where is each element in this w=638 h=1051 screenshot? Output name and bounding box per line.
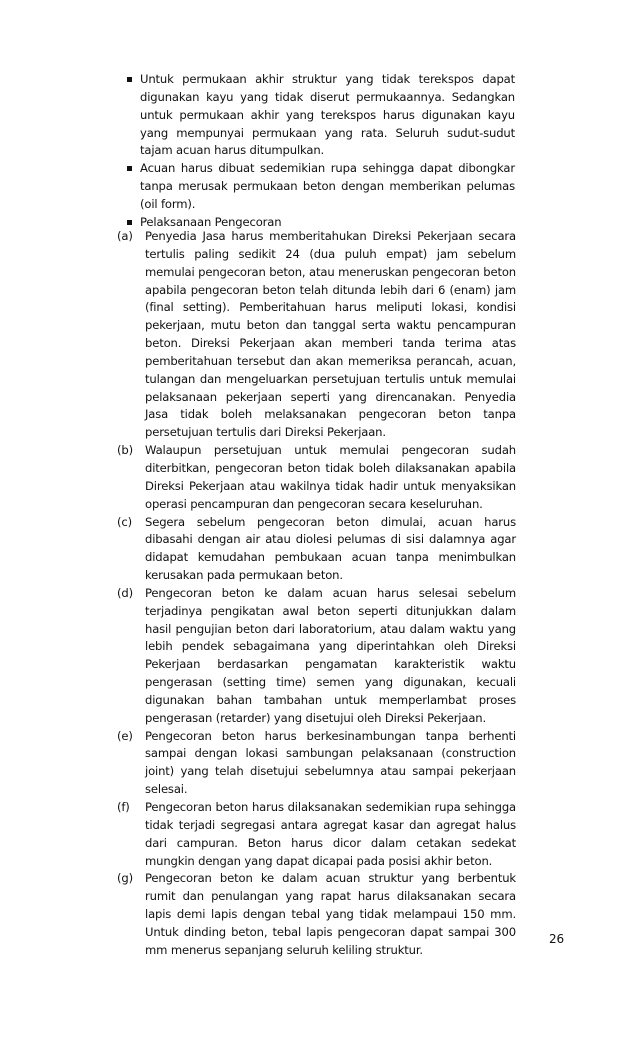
item-label: (b): [117, 443, 133, 458]
bullet-item: [127, 160, 515, 214]
item-text: Pengecoran beton ke dalam acuan struktur yang berbentuk rumit dan penulangan yang rapat harus dilaksanakan secara lapis demi lapis dengan tebal yang tidak melampaui 150 mm. Untuk dinding beton, tebal lapis pengecoran dapat sampai 300 mm menerus sepanjang seluruh keliling struktur.: [145, 871, 516, 957]
item-label: (e): [117, 728, 133, 743]
page-number: 26: [549, 932, 564, 946]
square-bullet-icon: [127, 220, 132, 225]
square-bullet-icon: [127, 77, 132, 82]
item-text: Pengecoran beton harus dilaksanakan sedemikian rupa sehingga tidak terjadi segregasi antara agregat kasar dan agregat halus dari campuran. Beton harus dicor dalam cetakan sedekat mungkin dengan yang dapat dicapai pada posisi akhir beton.: [145, 800, 516, 868]
list-item-g: [117, 870, 516, 959]
list-item-a: [117, 228, 516, 442]
bullet-list: [127, 71, 515, 232]
item-text: Segera sebelum pengecoran beton dimulai, acuan harus dibasahi dengan air atau diolesi pelumas di sisi dalamnya agar didapat kemudahan pembukaan acuan tanpa menimbulkan kerusakan pada permukaan beton.: [145, 514, 516, 583]
item-text: Penyedia Jasa harus memberitahukan Direksi Pekerjaan secara tertulis paling sedikit 24 (dua puluh empat) jam sebelum memulai pengecoran beton, atau meneruskan pengecoran beton apabila pengecoran beton telah ditunda lebih dari 6 (enam) jam (final setting). Pemberitahuan harus meliputi lokasi, kondisi pekerjaan, mutu beton dan tanggal serta waktu pencampuran beton. Direksi Pekerjaan akan memberi tanda terima atas pemberitahuan tersebut dan akan memeriksa perancah, acuan, tulangan dan mengeluarkan persetujuan tertulis untuk memulai pelaksanaan pekerjaan seperti yang direncanakan. Penyedia Jasa tidak boleh melaksanakan pengecoran beton tanpa persetujuan tertulis dari Direksi Pekerjaan.: [145, 229, 516, 440]
item-label: (f): [117, 800, 130, 814]
item-label: (d): [117, 585, 133, 600]
bullet-text: Pelaksanaan Pengecoran: [140, 214, 282, 229]
lettered-list: [117, 228, 516, 960]
item-text: Pengecoran beton harus berkesinambungan tanpa berhenti sampai dengan lokasi sambungan pelaksanaan (construction joint) yang telah disetujui sebelumnya atau sampai pekerjaan selesai.: [145, 728, 516, 797]
item-label: (a): [117, 229, 133, 243]
item-label: (c): [117, 514, 132, 529]
list-item-c: [117, 514, 516, 585]
item-label: (g): [117, 871, 133, 886]
list-item-f: [117, 799, 516, 870]
bullet-item: [127, 71, 515, 160]
bullet-text: Untuk permukaan akhir struktur yang tidak terekspos dapat digunakan kayu yang tidak diserut permukaannya. Sedangkan untuk permukaan akhir yang terekspos harus digunakan kayu yang mempunyai permukaan yang rata. Seluruh sudut-sudut tajam acuan harus ditumpulkan.: [140, 72, 515, 158]
bullet-text: Acuan harus dibuat sedemikian rupa sehingga dapat dibongkar tanpa merusak permukaan beton dengan memberikan pelumas (oil form).: [140, 161, 515, 211]
item-text: Walaupun persetujuan untuk memulai pengecoran sudah diterbitkan, pengecoran beton tidak boleh dilaksanakan apabila Direksi Pekerjaan atau wakilnya tidak hadir untuk menyaksikan operasi pencampuran dan pengecoran secara keseluruhan.: [145, 443, 516, 511]
list-item-b: [117, 442, 516, 513]
list-item-d: [117, 585, 516, 728]
item-text: Pengecoran beton ke dalam acuan harus selesai sebelum terjadinya pengikatan awal beton seperti ditunjukkan dalam hasil pengujian beton dari laboratorium, atau dalam waktu yang lebih pendek sebagaimana yang diperintahkan oleh Direksi Pekerjaan berdasarkan pengamatan karakteristik waktu pengerasan (setting time) semen yang digunakan, kecuali digunakan bahan tambahan untuk memperlambat proses pengerasan (retarder) yang disetujui oleh Direksi Pekerjaan.: [145, 585, 516, 725]
square-bullet-icon: [127, 166, 132, 171]
list-item-e: [117, 728, 516, 799]
